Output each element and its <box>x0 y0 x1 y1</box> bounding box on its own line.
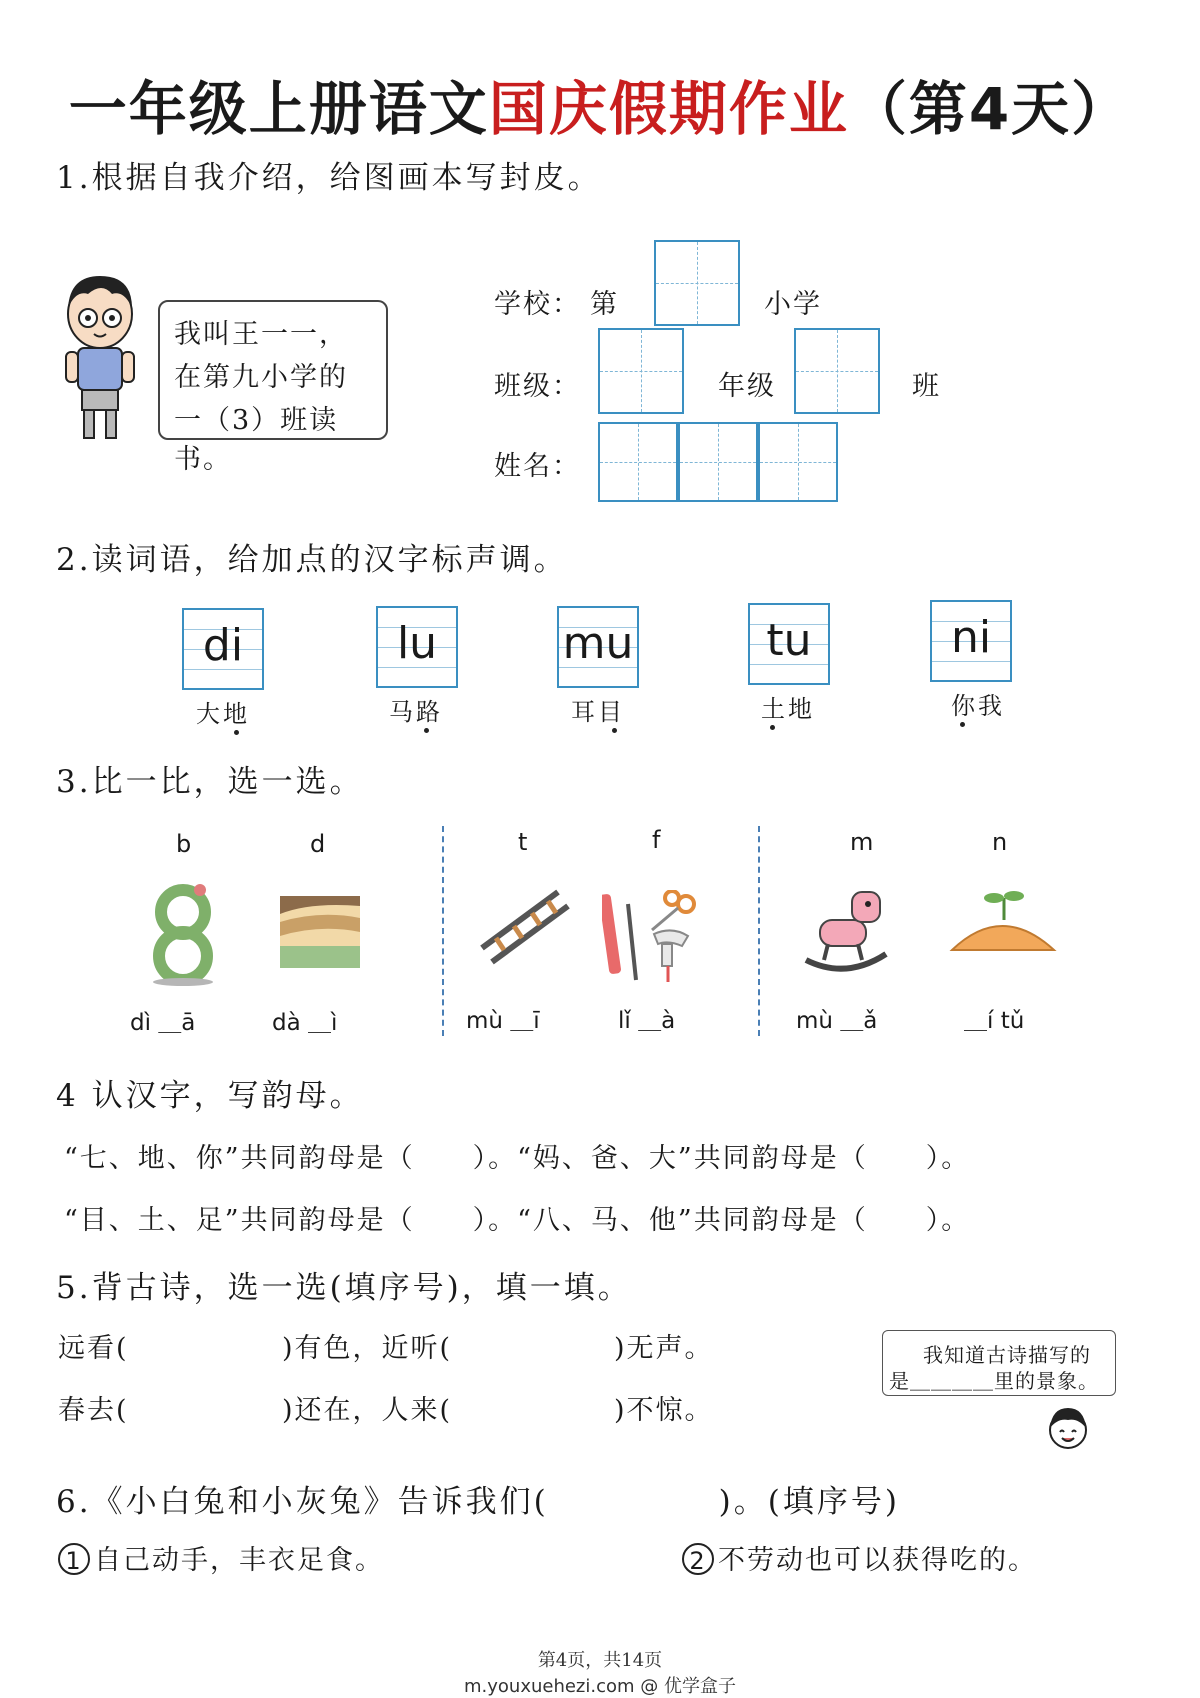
option-1-text: 自己动手，丰衣足食。 <box>94 1545 384 1576</box>
dot-marker <box>612 728 617 733</box>
letter-n: n <box>992 828 1008 856</box>
poem2-part-b: )还在，人来( <box>282 1395 453 1426</box>
letter-b: b <box>176 830 192 858</box>
name-box-2[interactable] <box>678 422 758 502</box>
poem1-part-b: )有色，近听( <box>282 1333 453 1364</box>
pinyin-lu: lu <box>396 618 438 669</box>
dot-marker <box>424 728 429 733</box>
poem2-part-c: )不惊。 <box>614 1395 714 1426</box>
q1-heading: 1.根据自我介绍，给图画本写封皮。 <box>56 160 602 196</box>
poem2-part-a: 春去( <box>58 1395 129 1426</box>
site-watermark: m.youxuehezi.com @ 优学盒子 <box>463 1676 736 1697</box>
speech-line-3: 一（3）班读书。 <box>174 405 339 475</box>
option-1-number: 1 <box>58 1543 90 1575</box>
school-number-box[interactable] <box>654 240 740 326</box>
answer-mu-a[interactable]: mù ＿ǎ <box>796 1008 878 1034</box>
speech-bubble <box>158 300 388 475</box>
q3-heading: 3.比一比，选一选。 <box>56 764 364 800</box>
q6-option-1 <box>58 1538 384 1577</box>
letter-m: m <box>850 828 874 856</box>
pinyin-box-ni[interactable] <box>930 600 1012 682</box>
group-divider <box>442 826 444 1036</box>
group-divider <box>758 826 760 1036</box>
q4-heading: 4 认汉字，写韵母。 <box>56 1078 364 1114</box>
pinyin-box-mu[interactable] <box>557 606 639 688</box>
dot-marker <box>234 730 239 735</box>
pinyin-box-lu[interactable] <box>376 606 458 688</box>
note-line-1: 我知道古诗描写的 <box>923 1343 1091 1367</box>
name-box-3[interactable] <box>758 422 838 502</box>
answer-mu-i[interactable]: mù ＿ī <box>466 1008 540 1034</box>
dot-marker <box>770 725 775 730</box>
pinyin-mu: mu <box>562 618 634 669</box>
word-niwo: 你我 <box>951 692 1005 720</box>
q2-heading: 2.读词语，给加点的汉字标声调。 <box>56 542 568 578</box>
title-part2: 国庆假期作业 <box>488 75 849 143</box>
q4-line-2: “目、土、足”共同韵母是（ ）。“八、马、他”共同韵母是（ ）。 <box>64 1205 971 1236</box>
word-malu: 马路 <box>389 698 443 726</box>
letter-f: f <box>652 826 661 854</box>
answer-li-a[interactable]: lǐ ＿à <box>618 1008 676 1034</box>
pinyin-box-di[interactable] <box>182 608 264 690</box>
name-box-1[interactable] <box>598 422 678 502</box>
grade-box[interactable] <box>598 328 684 414</box>
word-ermu: 耳目 <box>571 698 625 726</box>
class-word: 班 <box>912 371 941 402</box>
letter-t: t <box>518 828 528 856</box>
soil-sprout-picture <box>948 888 1058 954</box>
answer-da-i[interactable]: dà ＿ì <box>272 1010 338 1036</box>
letter-d: d <box>310 830 326 858</box>
ladder-picture <box>476 886 572 966</box>
boy-illustration <box>58 268 142 448</box>
grade-word: 年级 <box>718 371 776 402</box>
dot-marker <box>960 722 965 727</box>
land-picture <box>280 896 360 968</box>
pinyin-ni: ni <box>950 612 992 663</box>
page-title <box>0 62 1200 146</box>
poem1-part-a: 远看( <box>58 1333 129 1364</box>
pinyin-box-tu[interactable] <box>748 603 830 685</box>
class-box[interactable] <box>794 328 880 414</box>
page-number: 第4页，共14页 <box>537 1650 663 1671</box>
word-tudi: 土地 <box>761 695 815 723</box>
word-dadi: 大地 <box>196 700 250 728</box>
poem1-part-c: )无声。 <box>614 1333 714 1364</box>
pinyin-di: di <box>202 620 244 671</box>
answer-di-a[interactable]: dì ＿ā <box>130 1010 196 1036</box>
number-eight-picture <box>148 882 218 986</box>
speech-line-2: 在第九小学的 <box>174 362 348 393</box>
small-boy-face-icon <box>1044 1404 1092 1450</box>
q6-option-2 <box>682 1538 1037 1577</box>
q5-heading: 5.背古诗，选一选(填序号)，填一填。 <box>56 1270 632 1306</box>
answer-i-tu[interactable]: ＿í tǔ <box>964 1008 1025 1034</box>
school-label: 学校： <box>494 289 581 320</box>
school-prefix: 第 <box>590 289 619 320</box>
option-2-text: 不劳动也可以获得吃的。 <box>718 1545 1037 1576</box>
q6-heading: 6.《小白兔和小灰兔》告诉我们( )。(填序号) <box>56 1484 900 1520</box>
school-suffix: 小学 <box>764 289 822 320</box>
poem-note-box <box>882 1330 1116 1396</box>
title-part1: 一年级上册语文 <box>68 75 489 143</box>
rocking-horse-picture <box>798 884 894 974</box>
title-part3: （第4天） <box>848 75 1132 143</box>
speech-line-1: 我叫王一一， <box>174 319 348 350</box>
q4-line-1: “七、地、你”共同韵母是（ ）。“妈、爸、大”共同韵母是（ ）。 <box>64 1143 971 1174</box>
pinyin-tu: tu <box>766 615 812 666</box>
option-2-number: 2 <box>682 1543 714 1575</box>
hair-tools-picture <box>602 890 706 986</box>
class-label: 班级： <box>494 371 581 402</box>
note-line-2: 是＿＿＿＿里的景象。 <box>889 1369 1099 1393</box>
name-label: 姓名： <box>494 451 581 482</box>
